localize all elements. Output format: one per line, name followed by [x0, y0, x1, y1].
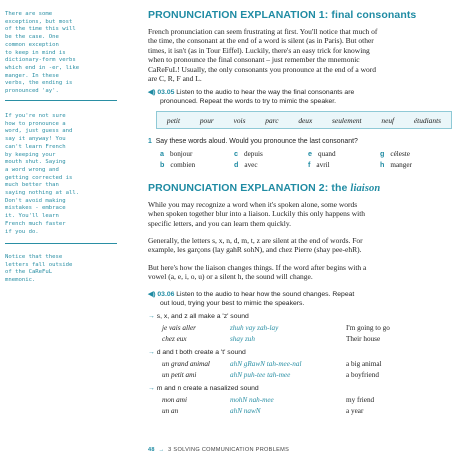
- margin-note-guess: If you're not sure how to pronounce a word, just guess and say it anyway! You can't learn French by keeping your mouth shut. Saying a word wrong and getting corrected is much better than saying nothing at all. Don't avoid making mistakes - embrace it. You'll learn French much faster if you do.: [5, 113, 80, 235]
- box-word: parc: [265, 115, 279, 125]
- liaison-rule: → s, x, and z all make a 'z' sound: [148, 313, 249, 320]
- margin-notes: [0, 0, 128, 468]
- phonetic-example: shay zuh: [230, 335, 255, 343]
- heading-italic: liaison: [350, 183, 381, 194]
- audio-instruction-0305: [148, 88, 458, 106]
- answer-option: b combien: [160, 160, 196, 169]
- english-example: a big animal: [346, 360, 382, 368]
- word-box: [156, 111, 452, 129]
- french-example: mon ami: [162, 396, 187, 404]
- audio-text: Listen to the audio to hear the way the final consonants are: [176, 89, 355, 96]
- english-example: my friend: [346, 396, 375, 404]
- phonetic-example: ahN gRawN tah-mee-nal: [230, 360, 302, 368]
- french-example: chez eux: [162, 335, 187, 343]
- audio-text: out loud, trying your best to mimic the speakers.: [160, 300, 305, 307]
- text-line: the time, the consonant at the end of a word is silent (as in Paris). But other: [148, 36, 374, 46]
- audio-text: Listen to the audio to hear how the sound changes. Repeat: [176, 291, 355, 298]
- arrow-icon: →: [148, 313, 155, 320]
- english-example: a year: [346, 407, 364, 415]
- text-line: specific letters, and you can learn them quickly.: [148, 218, 292, 228]
- box-word: seulement: [332, 115, 362, 125]
- french-example: un grand animal: [162, 360, 210, 368]
- audio-instruction-0306: [148, 290, 458, 308]
- arrow-icon: →: [148, 385, 155, 392]
- text-line: example, les garçons (lay gahR sohN), and chez Pierre (shay pee-ehR).: [148, 245, 362, 255]
- exercise-number: 1: [148, 138, 152, 145]
- audio-track-button[interactable]: ◀) 03.06: [148, 291, 175, 298]
- section2-heading: PRONUNCIATION EXPLANATION 2: the liaison: [148, 182, 381, 194]
- answer-option: e quand: [308, 149, 336, 158]
- text-line: Generally, the letters s, x, n, d, m, t, z are silent at the end of words. For: [148, 236, 363, 245]
- box-word: pour: [199, 115, 214, 125]
- answer-option: h manger: [380, 160, 412, 169]
- page-footer: [148, 447, 289, 453]
- french-example: je vais aller: [162, 324, 196, 332]
- exercise-question: [148, 138, 358, 145]
- phonetic-example: zhuh vay zah-lay: [230, 324, 279, 332]
- text-line: While you may recognize a word when it's spoken alone, some words: [148, 200, 358, 209]
- english-example: I'm going to go: [346, 324, 390, 332]
- audio-track-button[interactable]: ◀) 03.05: [148, 89, 175, 96]
- arrow-icon: →: [148, 349, 155, 356]
- box-word: neuf: [381, 115, 395, 125]
- liaison-rule: → m and n create a nasalized sound: [148, 385, 259, 392]
- question-text: Say these words aloud. Would you pronounce the last consonant?: [155, 138, 358, 145]
- note-divider: [5, 100, 117, 101]
- answer-option: a bonjour: [160, 149, 193, 158]
- box-word: deux: [298, 115, 313, 125]
- section2-paragraph-2: [148, 236, 458, 255]
- english-example: a boyfriend: [346, 371, 379, 379]
- audio-text: pronounced. Repeat the words to try to mimic the speaker.: [160, 98, 337, 105]
- note-divider: [5, 243, 117, 244]
- section2-paragraph-3: [148, 263, 458, 282]
- phonetic-example: ahN nawN: [230, 407, 261, 415]
- answer-option: d avec: [234, 160, 258, 169]
- margin-note-exceptions: There are some exceptions, but most of the time this will be the case. One common exception to keep in mind is dictionary-form verbs which end in -er, like manger. In these verbs, the ending is pronounced 'ay'.: [5, 11, 80, 95]
- answer-option: f avril: [308, 160, 330, 169]
- french-example: un an: [162, 407, 179, 415]
- box-word: petit: [166, 115, 181, 125]
- french-example: un petit ami: [162, 371, 197, 379]
- margin-note-careful: Notice that these letters fall outside of the CaReFuL mnemonic.: [5, 254, 73, 284]
- english-example: Their house: [346, 335, 381, 343]
- answer-option: c depuis: [234, 149, 263, 158]
- phonetic-example: mohN nah-mee: [230, 396, 274, 404]
- text-line: times, it isn't (as in Tour Eiffel). Luckily, there's an easy trick for knowing: [148, 45, 370, 55]
- text-line: CaReFuL! Usually, the only consonants you pronounce at the end of a word: [148, 64, 377, 74]
- page-number: 48: [148, 447, 155, 453]
- section1-heading: PRONUNCIATION EXPLANATION 1: final consonants: [148, 9, 417, 21]
- text-line: French pronunciation can seem frustrating at first. You'll notice that much of: [148, 27, 378, 36]
- liaison-rule: → d and t both create a 't' sound: [148, 349, 246, 356]
- arrow-icon: →: [158, 447, 165, 453]
- text-line: vowel (a, e, i, o, u) or a silent h, the sound will change.: [148, 272, 313, 282]
- text-line: But here's how the liaison changes things. If the word after begins with a: [148, 263, 367, 272]
- phonetic-example: ahN puh-tee tah-mee: [230, 371, 291, 379]
- answer-option: g céleste: [380, 149, 410, 158]
- section2-paragraph-1: [148, 200, 458, 228]
- box-word: étudiants: [413, 115, 442, 125]
- section1-paragraph: [148, 27, 458, 83]
- text-line: are C, R, F and L.: [148, 74, 202, 84]
- box-word: vois: [233, 115, 246, 125]
- text-line: when spoken together blur into a liaison. Luckily this only happens with: [148, 209, 366, 219]
- text-line: when to pronounce the final consonant – just remember the mnemonic: [148, 55, 360, 65]
- chapter-title: 3 SOLVING COMMUNICATION PROBLEMS: [168, 447, 290, 453]
